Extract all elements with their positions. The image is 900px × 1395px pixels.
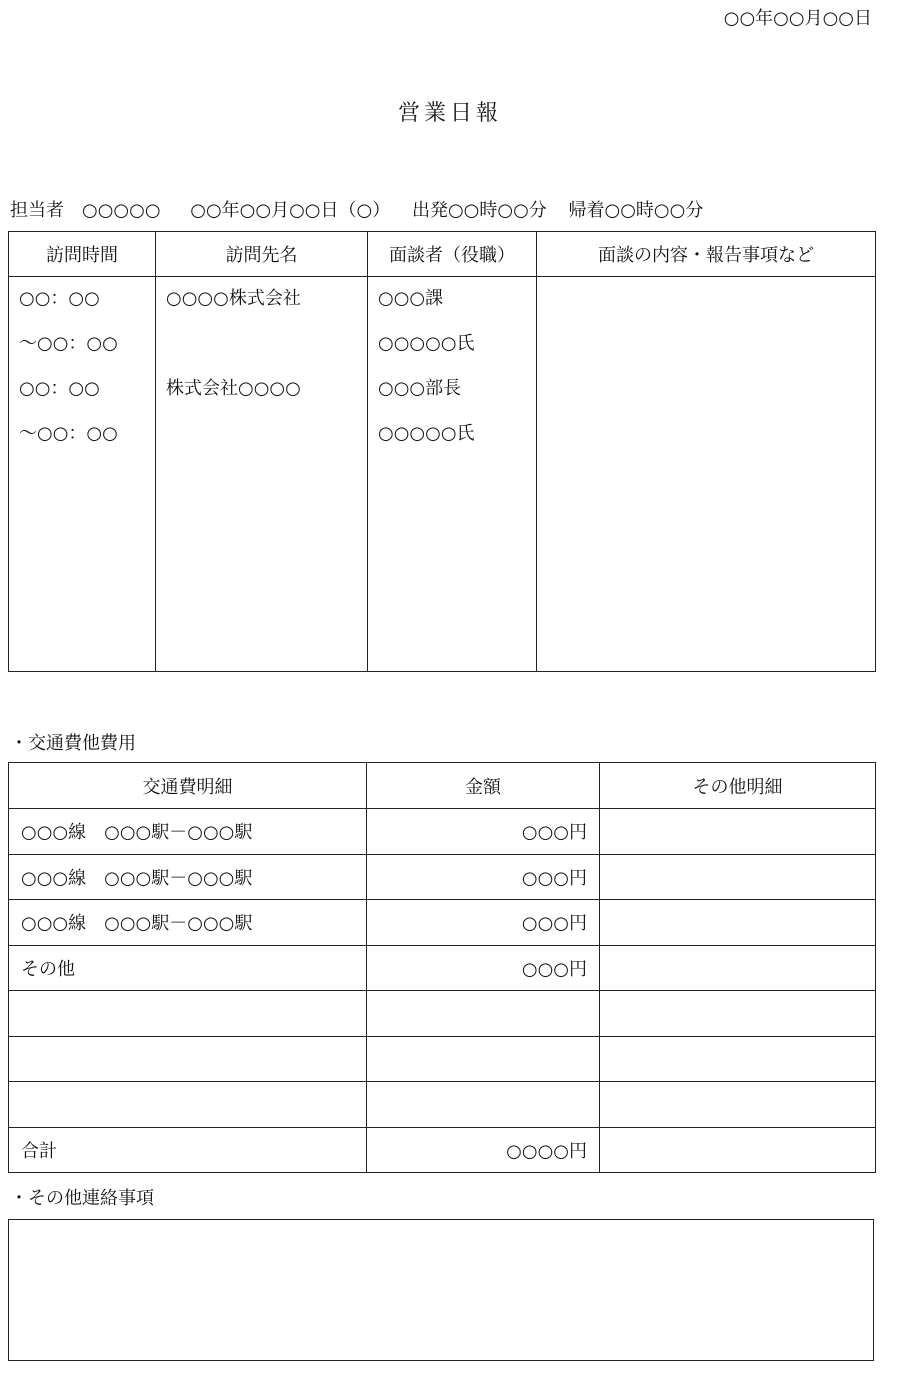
staff-name: 担当者 ○○○○○ — [10, 200, 161, 221]
return-time: 帰着○○時○○分 — [568, 200, 704, 221]
header-visit-destination: 訪問先名 — [156, 232, 368, 277]
visit-company — [166, 423, 367, 468]
visit-company: ○○○○株式会社 — [166, 288, 301, 309]
expense-row — [9, 1082, 876, 1128]
other-section-title: ・その他連絡事項 — [10, 1188, 154, 1209]
expense-detail[interactable]: その他 — [9, 945, 367, 991]
expense-detail[interactable] — [9, 1082, 367, 1128]
expense-row — [9, 1036, 876, 1082]
visit-times-cell[interactable] — [9, 277, 156, 672]
notes-box[interactable] — [8, 1219, 874, 1361]
interviewee: ○○○部長 — [378, 378, 462, 399]
transport-section-title: ・交通費他費用 — [10, 733, 136, 754]
expense-amount[interactable] — [367, 1082, 600, 1128]
interviewee: ○○○課 — [378, 288, 444, 309]
visit-company: 株式会社○○○○ — [166, 378, 301, 399]
expense-detail[interactable]: ○○○線 ○○○駅－○○○駅 — [9, 854, 367, 900]
visit-time: ～○○：○○ — [19, 333, 118, 354]
header-visit-time: 訪問時間 — [9, 232, 156, 277]
visit-time: ～○○：○○ — [19, 423, 118, 444]
total-label: 合計 — [9, 1127, 367, 1173]
report-date: ○○年○○月○○日 — [723, 8, 872, 29]
expense-other[interactable] — [600, 854, 876, 900]
header-interviewee: 面談者（役職） — [368, 232, 537, 277]
info-line — [10, 196, 703, 222]
expense-row — [9, 900, 876, 946]
expense-amount[interactable] — [367, 991, 600, 1037]
expense-amount[interactable]: ○○○円 — [367, 809, 600, 855]
expense-amount[interactable]: ○○○円 — [367, 854, 600, 900]
total-other[interactable] — [600, 1127, 876, 1173]
expense-amount[interactable]: ○○○円 — [367, 945, 600, 991]
visit-table-header — [9, 232, 876, 277]
interviewee: ○○○○○氏 — [378, 333, 475, 354]
header-amount: 金額 — [367, 763, 600, 809]
visit-date: ○○年○○月○○日（○） — [190, 200, 391, 221]
expense-other[interactable] — [600, 1082, 876, 1128]
header-report-content: 面談の内容・報告事項など — [537, 232, 876, 277]
total-amount[interactable]: ○○○○円 — [367, 1127, 600, 1173]
visit-time: ○○：○○ — [19, 378, 100, 399]
visit-company — [166, 333, 367, 378]
expense-row — [9, 991, 876, 1037]
expense-table-header — [9, 763, 876, 809]
visit-time: ○○：○○ — [19, 288, 100, 309]
expense-detail[interactable] — [9, 991, 367, 1037]
visit-table-body — [9, 277, 876, 672]
expense-other[interactable] — [600, 945, 876, 991]
expense-table — [8, 762, 876, 1173]
visit-companies-cell[interactable] — [156, 277, 368, 672]
expense-other[interactable] — [600, 1036, 876, 1082]
visit-persons-cell[interactable] — [368, 277, 537, 672]
report-content-cell[interactable] — [537, 277, 876, 672]
expense-row — [9, 809, 876, 855]
expense-detail[interactable]: ○○○線 ○○○駅－○○○駅 — [9, 900, 367, 946]
page-title: 営業日報 — [397, 101, 502, 126]
expense-other[interactable] — [600, 991, 876, 1037]
expense-other[interactable] — [600, 809, 876, 855]
expense-amount[interactable] — [367, 1036, 600, 1082]
expense-amount[interactable]: ○○○円 — [367, 900, 600, 946]
expense-detail[interactable]: ○○○線 ○○○駅－○○○駅 — [9, 809, 367, 855]
header-transport-detail: 交通費明細 — [9, 763, 367, 809]
visit-table — [8, 231, 876, 672]
expense-other[interactable] — [600, 900, 876, 946]
expense-total-row — [9, 1127, 876, 1173]
departure-time: 出発○○時○○分 — [411, 200, 547, 221]
expense-detail[interactable] — [9, 1036, 367, 1082]
interviewee: ○○○○○氏 — [378, 423, 475, 444]
expense-row — [9, 945, 876, 991]
expense-row — [9, 854, 876, 900]
header-other-detail: その他明細 — [600, 763, 876, 809]
